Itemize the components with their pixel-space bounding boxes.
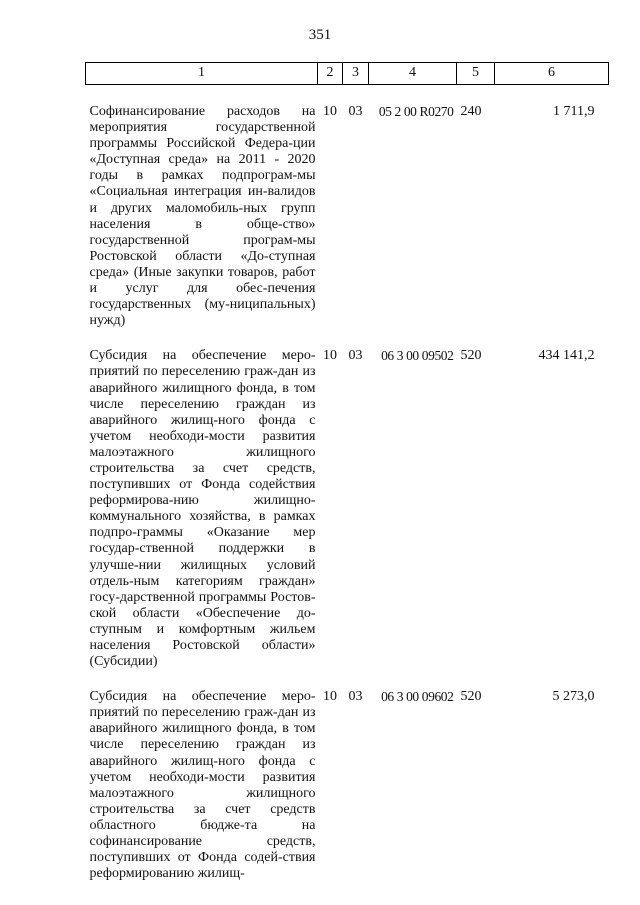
row-amount: 1 711,9 — [553, 104, 595, 119]
row-section: 10 — [323, 348, 337, 364]
row-description: Субсидия на обеспечение меро-приятий по переселению граж-дан из аварийного жилищного фонда, в том числе переселению граждан из аварийного жилищ-ного фонда с учетом необходи-мости развития малоэтажного жилищного строительства за счет средств областного бюдже-та на софинансирование средств, поступивших от Фонда содей-ствия реформированию жилищ- — [89, 689, 316, 882]
row-expense-type: 240 — [460, 104, 482, 119]
table-header-row — [86, 63, 609, 85]
row-amount: 434 141,2 — [538, 348, 595, 364]
row-target-article: 06 3 00 09602 — [381, 689, 454, 705]
column-header-4: 4 — [369, 63, 457, 85]
row-subsection: 03 — [348, 104, 363, 119]
column-header-2: 2 — [318, 63, 343, 85]
table-row — [86, 689, 609, 882]
row-subsection: 03 — [348, 689, 363, 705]
column-header-6: 6 — [495, 63, 609, 85]
row-subsection: 03 — [348, 348, 363, 364]
row-target-article: 05 2 00 R0270 — [378, 104, 454, 119]
table-row — [86, 104, 609, 329]
budget-table — [85, 62, 609, 882]
row-description: Софинансирование расходов на мероприятия государственной программы Российской Федера-ции «Доступная среда» на 2011 - 2020 годы в рамках подпрограм-мы «Социальная интеграция ин-валидов и других маломобиль-ных групп населения в обще-ство» государственной програм-мы Ростовской области «До-ступная среда» (Иные закупки товаров, работ и услуг для обес-печения государственных (му-ниципальных) нужд) — [89, 104, 316, 329]
row-expense-type: 520 — [460, 689, 482, 705]
row-amount: 5 273,0 — [552, 689, 595, 705]
row-target-article: 06 3 00 09502 — [381, 348, 454, 364]
table-row — [86, 348, 609, 670]
page-number: 351 — [308, 27, 332, 43]
row-expense-type: 520 — [460, 348, 482, 364]
row-section: 10 — [323, 689, 337, 705]
row-description: Субсидия на обеспечение меро-приятий по переселению граж-дан из аварийного жилищного фонда, в том числе переселению граждан из аварийного жилищ-ного фонда с учетом необходи-мости развития малоэтажного жилищного строительства за счет средств, поступивших от Фонда содействия реформирова-нию жилищно-коммунального хозяйства, в рамках подпро-граммы «Оказание мер государ-ственной поддержки в улучше-нии жилищных условий отдель-ным категориям граждан» госу-дарственной программы Ростов-ской области «Обеспечение до-ступным и комфортным жильем населения Ростовской области» (Субсидии) — [89, 348, 316, 670]
column-header-1: 1 — [86, 63, 318, 85]
column-header-5: 5 — [457, 63, 495, 85]
column-header-3: 3 — [343, 63, 369, 85]
row-section: 10 — [323, 104, 337, 119]
